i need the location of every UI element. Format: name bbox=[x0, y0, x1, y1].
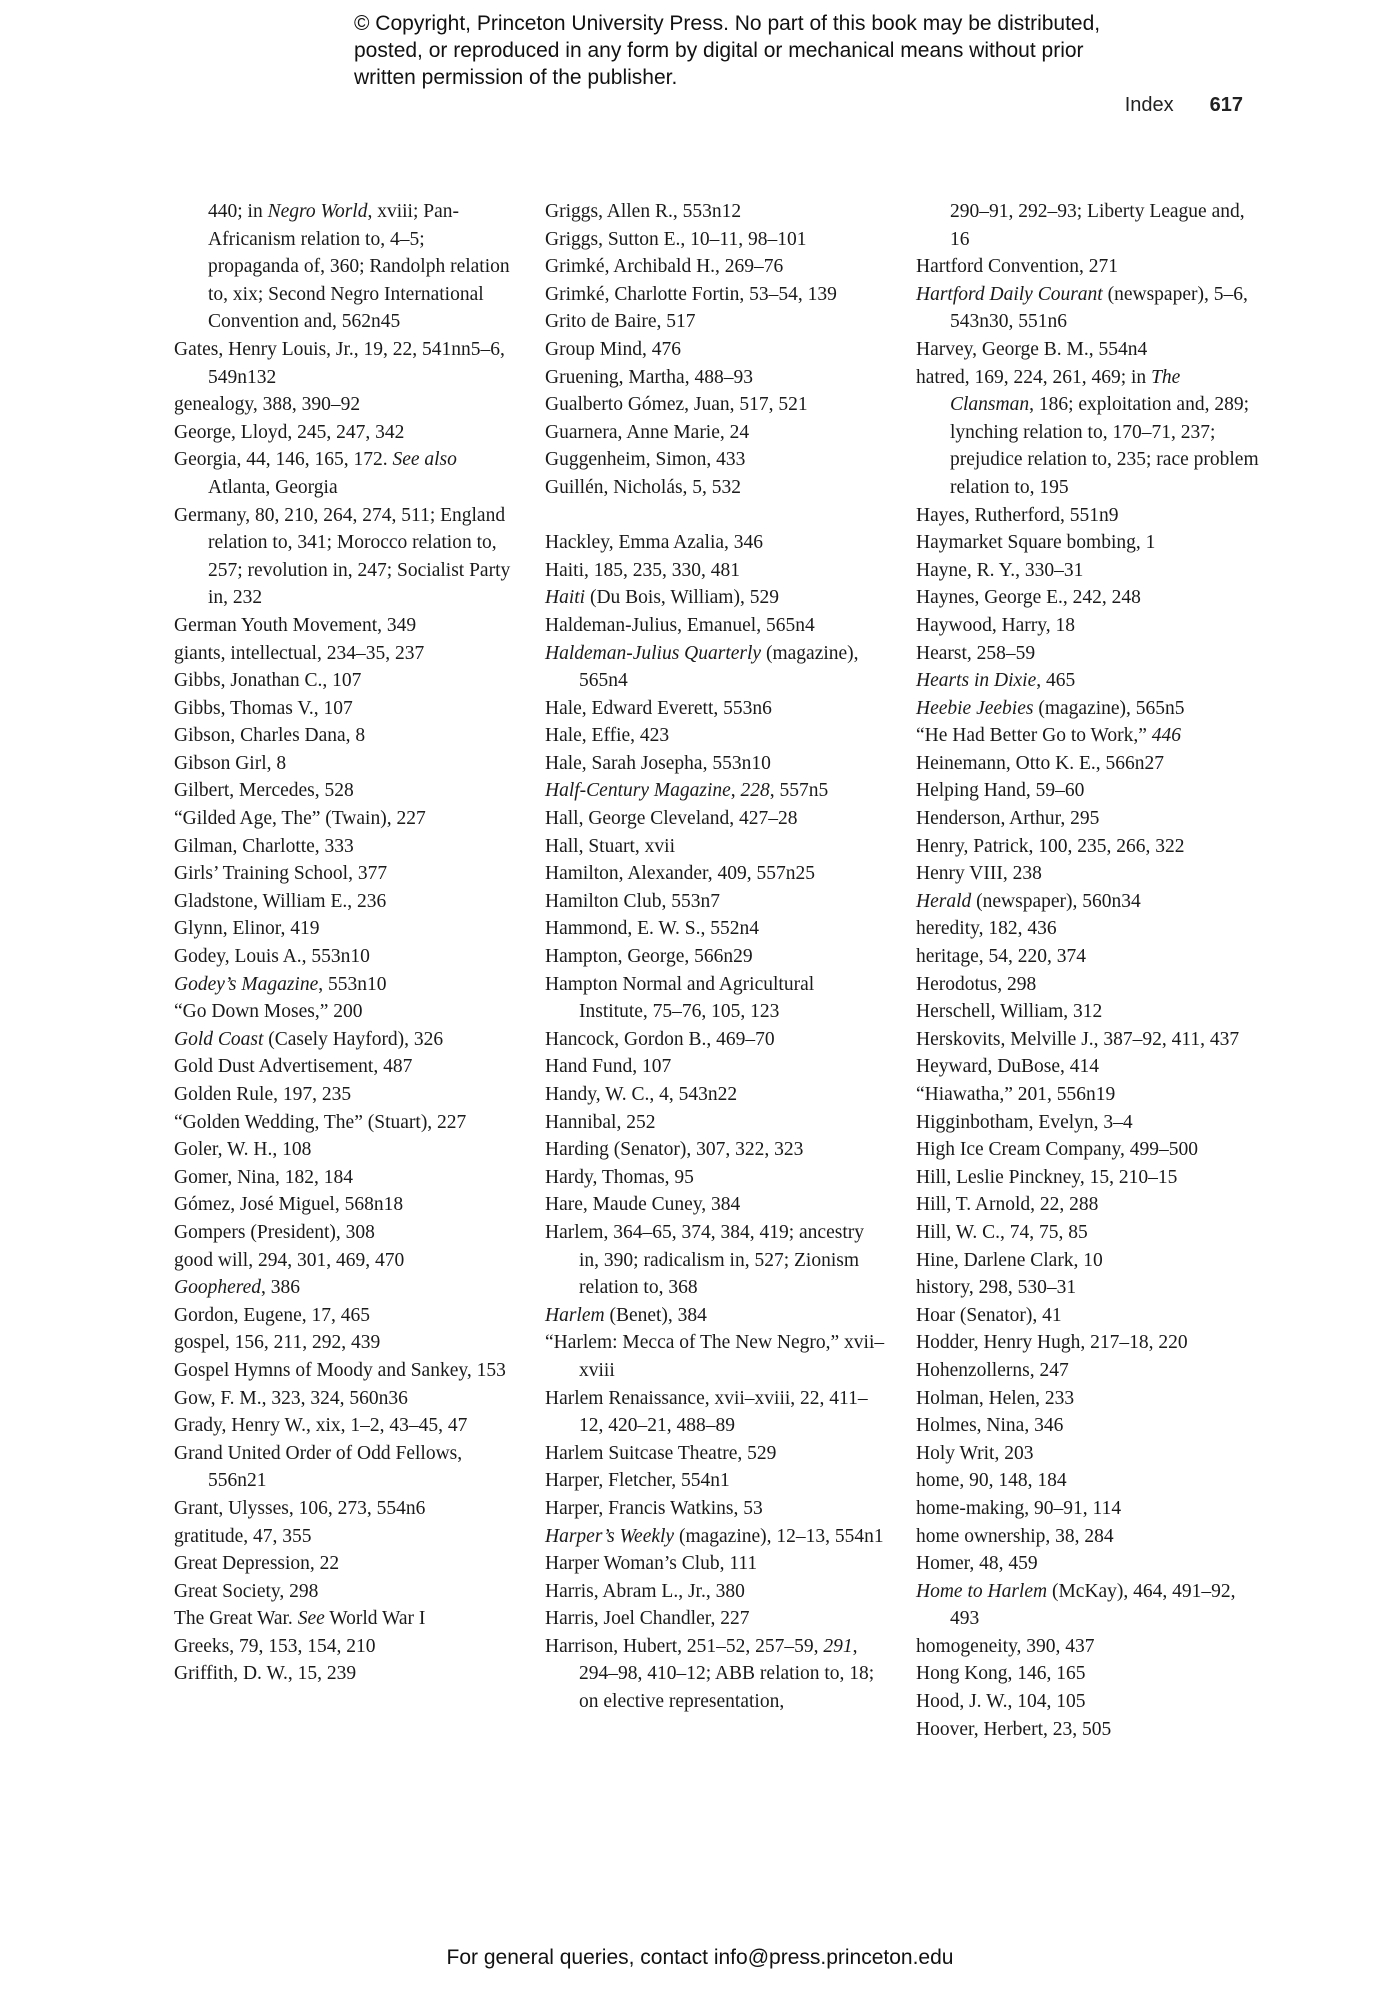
index-entry: Gibson, Charles Dana, 8 bbox=[174, 725, 366, 747]
index-entry: heritage, 54, 220, 374 bbox=[916, 946, 1087, 968]
index-entry-continued: 290–91, 292–93; Liberty League and, 16 bbox=[950, 201, 1245, 250]
index-entry: The Great War. See World War I bbox=[174, 1608, 426, 1630]
index-entry: Guggenheim, Simon, 433 bbox=[545, 449, 746, 471]
index-entry: Hayes, Rutherford, 551n9 bbox=[916, 504, 1119, 526]
index-entry: Haiti, 185, 235, 330, 481 bbox=[545, 559, 740, 581]
index-entry: Great Society, 298 bbox=[174, 1580, 319, 1602]
index-entry: George, Lloyd, 245, 247, 342 bbox=[174, 421, 405, 443]
index-entry: Harris, Abram L., Jr., 380 bbox=[545, 1580, 745, 1602]
index-column-2 bbox=[545, 198, 885, 1716]
index-entry: Grant, Ulysses, 106, 273, 554n6 bbox=[174, 1497, 426, 1519]
index-entry: Harlem Suitcase Theatre, 529 bbox=[545, 1442, 777, 1464]
page-number: 617 bbox=[1209, 94, 1243, 116]
index-entry: Harper Woman’s Club, 111 bbox=[545, 1553, 758, 1575]
index-entry: hatred, 169, 224, 261, 469; in The Clansman, 186; exploitation and, 289; lynching relation to, 170–71, 237; prejudice relation to, 235; race problem relation to, 195 bbox=[916, 366, 1259, 498]
index-entry: “Golden Wedding, The” (Stuart), 227 bbox=[174, 1111, 467, 1133]
index-entry: Goler, W. H., 108 bbox=[174, 1139, 312, 1161]
index-entry: Henderson, Arthur, 295 bbox=[916, 808, 1100, 830]
index-entry: Hood, J. W., 104, 105 bbox=[916, 1691, 1086, 1713]
index-entry: Home to Harlem (McKay), 464, 491–92, 493 bbox=[916, 1580, 1236, 1630]
index-entry: Hodder, Henry Hugh, 217–18, 220 bbox=[916, 1332, 1188, 1354]
index-entry: Herodotus, 298 bbox=[916, 973, 1037, 995]
index-entry: Grito de Baire, 517 bbox=[545, 311, 696, 333]
index-entry: home-making, 90–91, 114 bbox=[916, 1497, 1122, 1519]
index-entry: Grimké, Archibald H., 269–76 bbox=[545, 256, 784, 278]
index-entry: Gospel Hymns of Moody and Sankey, 153 bbox=[174, 1359, 506, 1381]
index-entry: Glynn, Elinor, 419 bbox=[174, 918, 320, 940]
index-entry: Hill, T. Arnold, 22, 288 bbox=[916, 1194, 1099, 1216]
index-entry: Guarnera, Anne Marie, 24 bbox=[545, 421, 750, 443]
index-entry: Group Mind, 476 bbox=[545, 338, 681, 360]
index-entry: Grimké, Charlotte Fortin, 53–54, 139 bbox=[545, 283, 837, 305]
index-entry: Grand United Order of Odd Fellows, 556n21 bbox=[174, 1442, 463, 1492]
index-entry: Harlem, 364–65, 374, 384, 419; ancestry in, 390; radicalism in, 527; Zionism relation to, 368 bbox=[545, 1221, 864, 1299]
index-entry: Great Depression, 22 bbox=[174, 1553, 340, 1575]
index-entry: Grady, Henry W., xix, 1–2, 43–45, 47 bbox=[174, 1415, 468, 1437]
index-entry: home, 90, 148, 184 bbox=[916, 1470, 1067, 1492]
index-entry: Gibson Girl, 8 bbox=[174, 752, 287, 774]
index-entry: “Go Down Moses,” 200 bbox=[174, 1001, 363, 1023]
running-head-label: Index bbox=[1124, 94, 1174, 116]
index-entry: Germany, 80, 210, 264, 274, 511; England relation to, 341; Morocco relation to, 257; revolution in, 247; Socialist Party in, 232 bbox=[174, 504, 511, 609]
index-entry: Haiti (Du Bois, William), 529 bbox=[545, 587, 779, 609]
index-entry: Hammond, E. W. S., 552n4 bbox=[545, 918, 759, 940]
index-entry: Haywood, Harry, 18 bbox=[916, 614, 1076, 636]
index-entry: homogeneity, 390, 437 bbox=[916, 1635, 1095, 1657]
index-entry: Hampton Normal and Agricultural Institute, 75–76, 105, 123 bbox=[545, 973, 815, 1023]
index-entry: Hancock, Gordon B., 469–70 bbox=[545, 1028, 775, 1050]
index-entry: Gordon, Eugene, 17, 465 bbox=[174, 1304, 371, 1326]
index-entry: Gilman, Charlotte, 333 bbox=[174, 835, 354, 857]
index-entry: Haldeman-Julius, Emanuel, 565n4 bbox=[545, 614, 815, 636]
index-entry: “Gilded Age, The” (Twain), 227 bbox=[174, 808, 426, 830]
index-entry: Griffith, D. W., 15, 239 bbox=[174, 1663, 357, 1685]
index-entry: Gomer, Nina, 182, 184 bbox=[174, 1166, 354, 1188]
index-entry: history, 298, 530–31 bbox=[916, 1277, 1077, 1299]
index-entry: Goophered, 386 bbox=[174, 1277, 301, 1299]
index-column-1 bbox=[174, 198, 514, 1688]
copyright-notice: © Copyright, Princeton University Press. No part of this book may be distributed, posted, or reproduced in any form by digital or mechanical means without prior written permission of the publisher. bbox=[354, 12, 1101, 89]
index-entry: Guillén, Nicholás, 5, 532 bbox=[545, 476, 742, 498]
index-entry: Haldeman-Julius Quarterly (magazine), 565n4 bbox=[545, 642, 859, 692]
index-entry: Harper’s Weekly (magazine), 12–13, 554n1 bbox=[545, 1525, 884, 1547]
index-entry: Henry, Patrick, 100, 235, 266, 322 bbox=[916, 835, 1185, 857]
index-entry: Georgia, 44, 146, 165, 172. See also Atlanta, Georgia bbox=[174, 449, 457, 498]
index-entry: heredity, 182, 436 bbox=[916, 918, 1057, 940]
index-entry: Hartford Daily Courant (newspaper), 5–6, 543n30, 551n6 bbox=[916, 283, 1248, 333]
index-entry: giants, intellectual, 234–35, 237 bbox=[174, 642, 425, 664]
index-entry: Hardy, Thomas, 95 bbox=[545, 1166, 694, 1188]
index-entry: Gold Coast (Casely Hayford), 326 bbox=[174, 1028, 444, 1050]
index-entry: gratitude, 47, 355 bbox=[174, 1525, 312, 1547]
index-entry: Hohenzollerns, 247 bbox=[916, 1359, 1069, 1381]
index-entry: Holmes, Nina, 346 bbox=[916, 1415, 1064, 1437]
index-entry: Gladstone, William E., 236 bbox=[174, 890, 387, 912]
index-entry: Hale, Effie, 423 bbox=[545, 725, 670, 747]
index-entry: Hampton, George, 566n29 bbox=[545, 946, 753, 968]
letter-section-gap bbox=[545, 502, 885, 530]
index-entry: Heinemann, Otto K. E., 566n27 bbox=[916, 752, 1165, 774]
index-entry: Hannibal, 252 bbox=[545, 1111, 656, 1133]
index-entry: Godey, Louis A., 553n10 bbox=[174, 946, 370, 968]
index-entry: Hayne, R. Y., 330–31 bbox=[916, 559, 1084, 581]
index-entry: Godey’s Magazine, 553n10 bbox=[174, 973, 387, 995]
index-entry: Harrison, Hubert, 251–52, 257–59, 291, 294–98, 410–12; ABB relation to, 18; on elective representation, bbox=[545, 1635, 875, 1713]
index-entry: Herskovits, Melville J., 387–92, 411, 437 bbox=[916, 1028, 1240, 1050]
index-entry: Hale, Sarah Josepha, 553n10 bbox=[545, 752, 771, 774]
index-entry: Hand Fund, 107 bbox=[545, 1056, 672, 1078]
index-entry: Harding (Senator), 307, 322, 323 bbox=[545, 1139, 804, 1161]
index-entry: Gates, Henry Louis, Jr., 19, 22, 541nn5–6, 549n132 bbox=[174, 338, 505, 388]
running-head bbox=[1125, 94, 1243, 117]
index-entry: Heyward, DuBose, 414 bbox=[916, 1056, 1100, 1078]
index-entry-continued: 440; in Negro World, xviii; Pan-Africanism relation to, 4–5; propaganda of, 360; Randolph relation to, xix; Second Negro International Convention and, 562n45 bbox=[208, 201, 510, 333]
index-entry: Homer, 48, 459 bbox=[916, 1553, 1038, 1575]
index-entry: Harlem (Benet), 384 bbox=[545, 1304, 707, 1326]
index-entry: Harper, Francis Watkins, 53 bbox=[545, 1497, 763, 1519]
index-entry: Herald (newspaper), 560n34 bbox=[916, 890, 1141, 912]
index-entry: Hartford Convention, 271 bbox=[916, 256, 1119, 278]
index-entry: Herschell, William, 312 bbox=[916, 1001, 1103, 1023]
index-entry: Gibbs, Thomas V., 107 bbox=[174, 697, 353, 719]
index-entry: Gompers (President), 308 bbox=[174, 1221, 375, 1243]
index-entry: High Ice Cream Company, 499–500 bbox=[916, 1139, 1198, 1161]
index-entry: Hill, W. C., 74, 75, 85 bbox=[916, 1221, 1088, 1243]
index-entry: Hall, Stuart, xvii bbox=[545, 835, 675, 857]
index-entry: Gow, F. M., 323, 324, 560n36 bbox=[174, 1387, 408, 1409]
index-entry: Hearts in Dixie, 465 bbox=[916, 670, 1076, 692]
index-entry: “He Had Better Go to Work,” 446 bbox=[916, 725, 1182, 747]
index-entry: Griggs, Allen R., 553n12 bbox=[545, 201, 742, 222]
index-entry: Gold Dust Advertisement, 487 bbox=[174, 1056, 413, 1078]
index-entry: Henry VIII, 238 bbox=[916, 863, 1042, 885]
index-entry: genealogy, 388, 390–92 bbox=[174, 394, 361, 416]
index-entry: Harlem Renaissance, xvii–xviii, 22, 411–12, 420–21, 488–89 bbox=[545, 1387, 868, 1437]
index-entry: Hamilton, Alexander, 409, 557n25 bbox=[545, 863, 816, 885]
index-entry: Hearst, 258–59 bbox=[916, 642, 1036, 664]
index-entry: Heebie Jeebies (magazine), 565n5 bbox=[916, 697, 1185, 719]
index-entry: Holman, Helen, 233 bbox=[916, 1387, 1075, 1409]
index-entry: Hale, Edward Everett, 553n6 bbox=[545, 697, 772, 719]
index-entry: Harvey, George B. M., 554n4 bbox=[916, 338, 1148, 360]
index-entry: Helping Hand, 59–60 bbox=[916, 780, 1085, 802]
index-entry: German Youth Movement, 349 bbox=[174, 614, 417, 636]
index-entry: Hare, Maude Cuney, 384 bbox=[545, 1194, 741, 1216]
index-entry: Higginbotham, Evelyn, 3–4 bbox=[916, 1111, 1133, 1133]
index-entry: Griggs, Sutton E., 10–11, 98–101 bbox=[545, 228, 807, 250]
index-entry: Golden Rule, 197, 235 bbox=[174, 1084, 352, 1105]
index-column-3 bbox=[916, 198, 1261, 1743]
index-entry: Hamilton Club, 553n7 bbox=[545, 890, 720, 912]
index-entry: Harper, Fletcher, 554n1 bbox=[545, 1470, 730, 1492]
index-entry: Gibbs, Jonathan C., 107 bbox=[174, 670, 362, 692]
footer-contact: For general queries, contact info@press.princeton.edu bbox=[446, 1946, 954, 1969]
index-entry: Hill, Leslie Pinckney, 15, 210–15 bbox=[916, 1166, 1178, 1188]
index-entry: gospel, 156, 211, 292, 439 bbox=[174, 1332, 381, 1354]
index-entry: Greeks, 79, 153, 154, 210 bbox=[174, 1635, 376, 1657]
index-entry: “Hiawatha,” 201, 556n19 bbox=[916, 1084, 1116, 1105]
index-entry: “Harlem: Mecca of The New Negro,” xvii–xviii bbox=[545, 1332, 885, 1381]
index-entry: Girls’ Training School, 377 bbox=[174, 863, 388, 885]
index-entry: Hoar (Senator), 41 bbox=[916, 1304, 1062, 1326]
index-entry: Holy Writ, 203 bbox=[916, 1442, 1034, 1464]
index-entry: Haymarket Square bombing, 1 bbox=[916, 532, 1156, 554]
index-entry: Gualberto Gómez, Juan, 517, 521 bbox=[545, 394, 808, 416]
index-entry: Hackley, Emma Azalia, 346 bbox=[545, 532, 764, 554]
index-entry: Harris, Joel Chandler, 227 bbox=[545, 1608, 750, 1630]
index-entry: Haynes, George E., 242, 248 bbox=[916, 587, 1141, 609]
index-entry: Handy, W. C., 4, 543n22 bbox=[545, 1084, 738, 1105]
index-entry: home ownership, 38, 284 bbox=[916, 1525, 1114, 1547]
index-entry: Gruening, Martha, 488–93 bbox=[545, 366, 753, 388]
index-entry: Half-Century Magazine, 228, 557n5 bbox=[545, 780, 829, 802]
index-entry: Gómez, José Miguel, 568n18 bbox=[174, 1194, 404, 1216]
index-entry: good will, 294, 301, 469, 470 bbox=[174, 1249, 405, 1271]
index-entry: Hine, Darlene Clark, 10 bbox=[916, 1249, 1103, 1271]
index-entry: Hong Kong, 146, 165 bbox=[916, 1663, 1086, 1685]
index-entry: Hall, George Cleveland, 427–28 bbox=[545, 808, 798, 830]
index-entry: Gilbert, Mercedes, 528 bbox=[174, 780, 354, 802]
index-entry: Hoover, Herbert, 23, 505 bbox=[916, 1718, 1112, 1740]
